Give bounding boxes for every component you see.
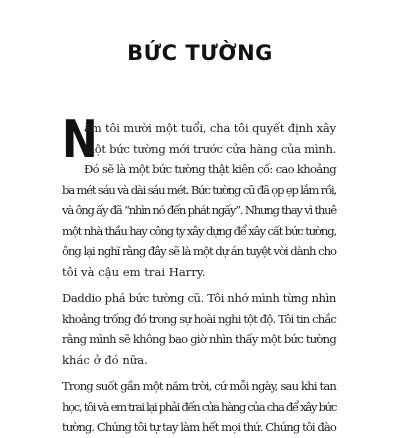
paragraph-1-line-4: ba mét sáu và dài sáu mét. Bức tường cũ đã ọp ẹp lắm rồi, [62,182,336,197]
chapter-body [62,110,336,438]
paragraph-3 [62,376,336,438]
paragraph-1-line-2: một bức tường mới trước cửa hàng của mình. [84,141,336,156]
paragraph-1-line-3: Đó sẽ là một bức tường thật kiên cố: cao khoảng [84,162,336,176]
paragraph-2-line-4: khác ở đó nữa. [62,352,148,367]
paragraph-1-line-5: và ông ấy đã “nhìn nó đến phát ngấy”. Nhưng thay vì thuê [62,203,336,217]
paragraph-2-line-3: rằng mình sẽ không bao giờ nhìn thấy một bức tường [62,332,336,346]
paragraph-3-line-3: tường. Chúng tôi tự tay làm hết mọi thứ. Chúng tôi đào [62,420,336,434]
paragraph-1-line-6: một nhà thầu hay công ty xây dựng để xây cất bức tường, [62,223,336,238]
chapter-title: BỨC TƯỜNG [127,41,273,65]
paragraph-2 [62,288,336,370]
paragraph-2-line-1: Daddio phá bức tường cũ. Tôi nhớ mình từng nhìn [62,291,336,305]
paragraph-1-line-8: tôi và cậu em trai Harry. [62,264,206,279]
paragraph-1 [62,110,336,282]
paragraph-1-line-1: ăm tôi mười một tuổi, cha tôi quyết định xây [84,121,336,135]
paragraph-1-line-7: ông lại nghĩ rằng đây sẽ là một dự án tuyệt vời dành cho [62,244,336,258]
drop-cap-letter: N [62,110,98,170]
paragraph-2-line-2: khoảng trống đó trong sự hoài nghi tột độ. Tôi tin chắc [62,311,336,326]
paragraph-3-line-1: Trong suốt gần một năm trời, cứ mỗi ngày, sau khi tan [62,379,336,393]
paragraph-3-line-2: học, tôi và em trai lại phải đến cửa hàng của cha để xây bức [62,399,336,414]
